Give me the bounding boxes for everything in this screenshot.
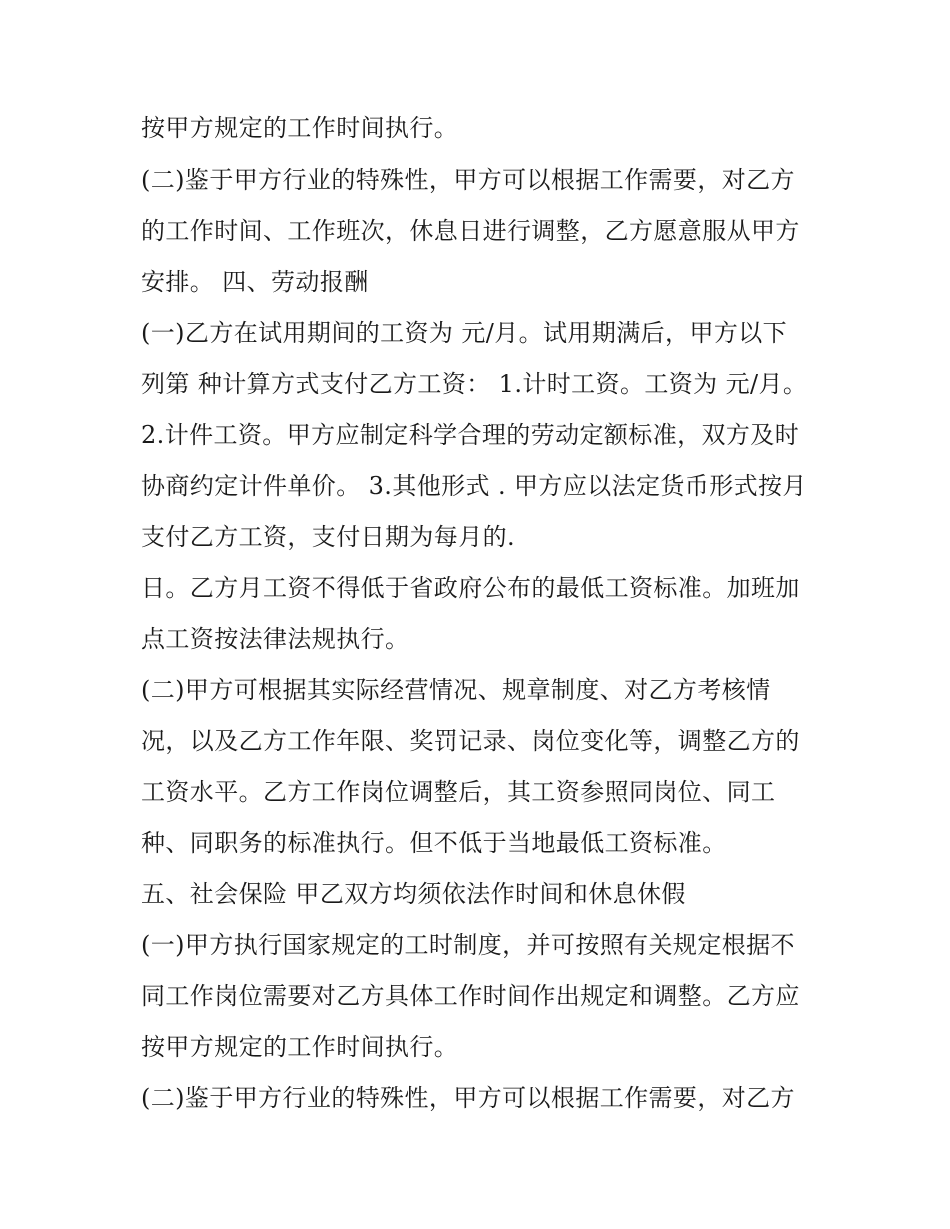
- text-line: (一)甲方执行国家规定的工时制度，并可按照有关规定根据不: [141, 931, 795, 959]
- text-line: 按甲方规定的工作时间执行。: [141, 114, 459, 142]
- text-line: 按甲方规定的工作时间执行。: [141, 1033, 459, 1061]
- text-line: 安排。 四、劳动报酬: [141, 268, 369, 296]
- text-line: 同工作岗位需要对乙方具体工作时间作出规定和调整。乙方应: [141, 982, 800, 1010]
- text-line: (二)鉴于甲方行业的特殊性，甲方可以根据工作需要，对乙方: [141, 1084, 795, 1112]
- text-line: (二)甲方可根据其实际经营情况、规章制度、对乙方考核情: [141, 676, 771, 704]
- text-line: 协商约定计件单价。 3.其他形式 . 甲方应以法定货币形式按月: [141, 472, 807, 500]
- text-line: (二)鉴于甲方行业的特殊性，甲方可以根据工作需要，对乙方: [141, 166, 795, 194]
- text-line: 种、同职务的标准执行。但不低于当地最低工资标准。: [141, 829, 727, 857]
- text-line: 工资水平。乙方工作岗位调整后，其工资参照同岗位、同工: [141, 778, 776, 806]
- text-line: 点工资按法律法规执行。: [141, 625, 410, 653]
- text-line: 五、社会保险 甲乙双方均须依法作时间和休息休假: [141, 880, 686, 908]
- text-line: (一)乙方在试用期间的工资为 元/月。试用期满后，甲方以下: [141, 319, 788, 347]
- text-line: 2.计件工资。甲方应制定科学合理的劳动定额标准，双方及时: [141, 421, 800, 449]
- text-line: 的工作时间、工作班次，休息日进行调整，乙方愿意服从甲方: [141, 217, 800, 245]
- text-line: 列第 种计算方式支付乙方工资： 1.计时工资。工资为 元/月。: [141, 370, 808, 398]
- text-line: 况，以及乙方工作年限、奖罚记录、岗位变化等，调整乙方的: [141, 727, 800, 755]
- text-line: 日。乙方月工资不得低于省政府公布的最低工资标准。加班加: [141, 574, 800, 602]
- text-line: 支付乙方工资，支付日期为每月的.: [141, 523, 516, 551]
